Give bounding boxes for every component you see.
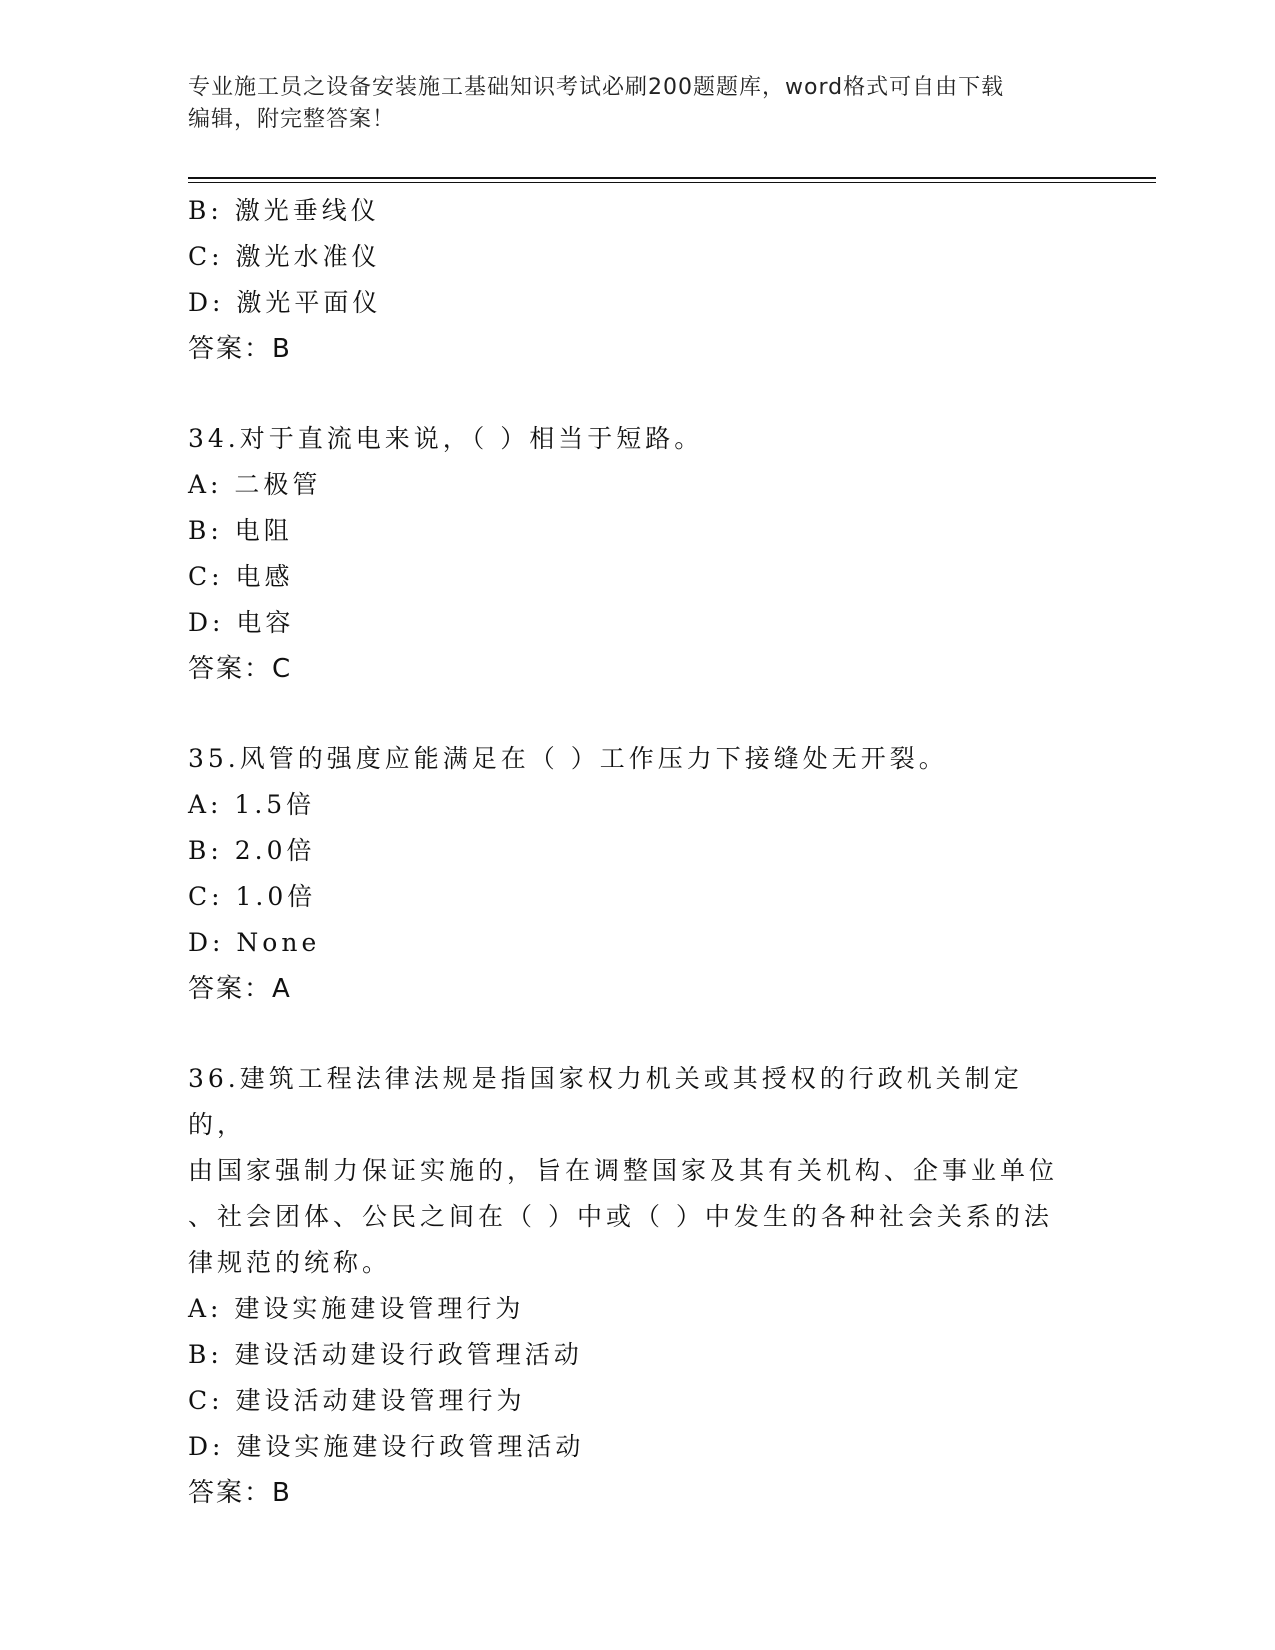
option-d: D: 建设实施建设行政管理活动	[188, 1432, 585, 1461]
question-34	[188, 416, 1088, 692]
answer-label: 答案：B	[188, 1478, 292, 1508]
answer-label: 答案：C	[188, 654, 293, 684]
answer-label: 答案：B	[188, 334, 292, 364]
option-b: B: 激光垂线仪	[188, 196, 380, 225]
option-c: C: 激光水准仪	[188, 242, 381, 271]
option-c: C: 电感	[188, 562, 294, 591]
option-d: D: 激光平面仪	[188, 288, 382, 317]
option-a: A: 1.5倍	[188, 790, 316, 819]
option-c: C: 1.0倍	[188, 882, 317, 911]
option-a: A: 建设实施建设管理行为	[188, 1294, 525, 1323]
question-list	[188, 188, 1088, 1516]
option-c: C: 建设活动建设管理行为	[188, 1386, 526, 1415]
question-33-tail	[188, 188, 1088, 372]
question-stem: 34.对于直流电来说，（ ）相当于短路。	[188, 424, 704, 453]
option-d: D: None	[188, 928, 321, 957]
header-divider-thick	[188, 177, 1156, 179]
question-stem-line-4: 律规范的统称。	[188, 1248, 392, 1277]
question-stem-line-2: 由国家强制力保证实施的，旨在调整国家及其有关机构、企事业单位	[188, 1156, 1059, 1185]
option-b: B: 电阻	[188, 516, 293, 545]
option-d: D: 电容	[188, 608, 295, 637]
header-title-line-2: 编辑，附完整答案！	[188, 107, 396, 132]
question-stem-line-1: 36.建筑工程法律法规是指国家权力机关或其授权的行政机关制定的，	[188, 1064, 1023, 1139]
question-35	[188, 736, 1088, 1012]
answer-label: 答案：A	[188, 974, 292, 1004]
header-title-line-1: 专业施工员之设备安装施工基础知识考试必刷200题题库，word格式可自由下载	[188, 75, 1005, 100]
question-stem	[188, 1056, 1058, 1286]
question-stem-line-3: 、社会团体、公民之间在（ ）中或（ ）中发生的各种社会关系的法	[188, 1202, 1053, 1231]
option-b: B: 2.0倍	[188, 836, 316, 865]
question-36	[188, 1056, 1088, 1516]
question-stem: 35.风管的强度应能满足在（ ）工作压力下接缝处无开裂。	[188, 744, 948, 773]
document-header	[188, 72, 1088, 136]
option-a: A: 二极管	[188, 470, 322, 499]
header-divider-thin	[188, 182, 1156, 183]
option-b: B: 建设活动建设行政管理活动	[188, 1340, 583, 1369]
